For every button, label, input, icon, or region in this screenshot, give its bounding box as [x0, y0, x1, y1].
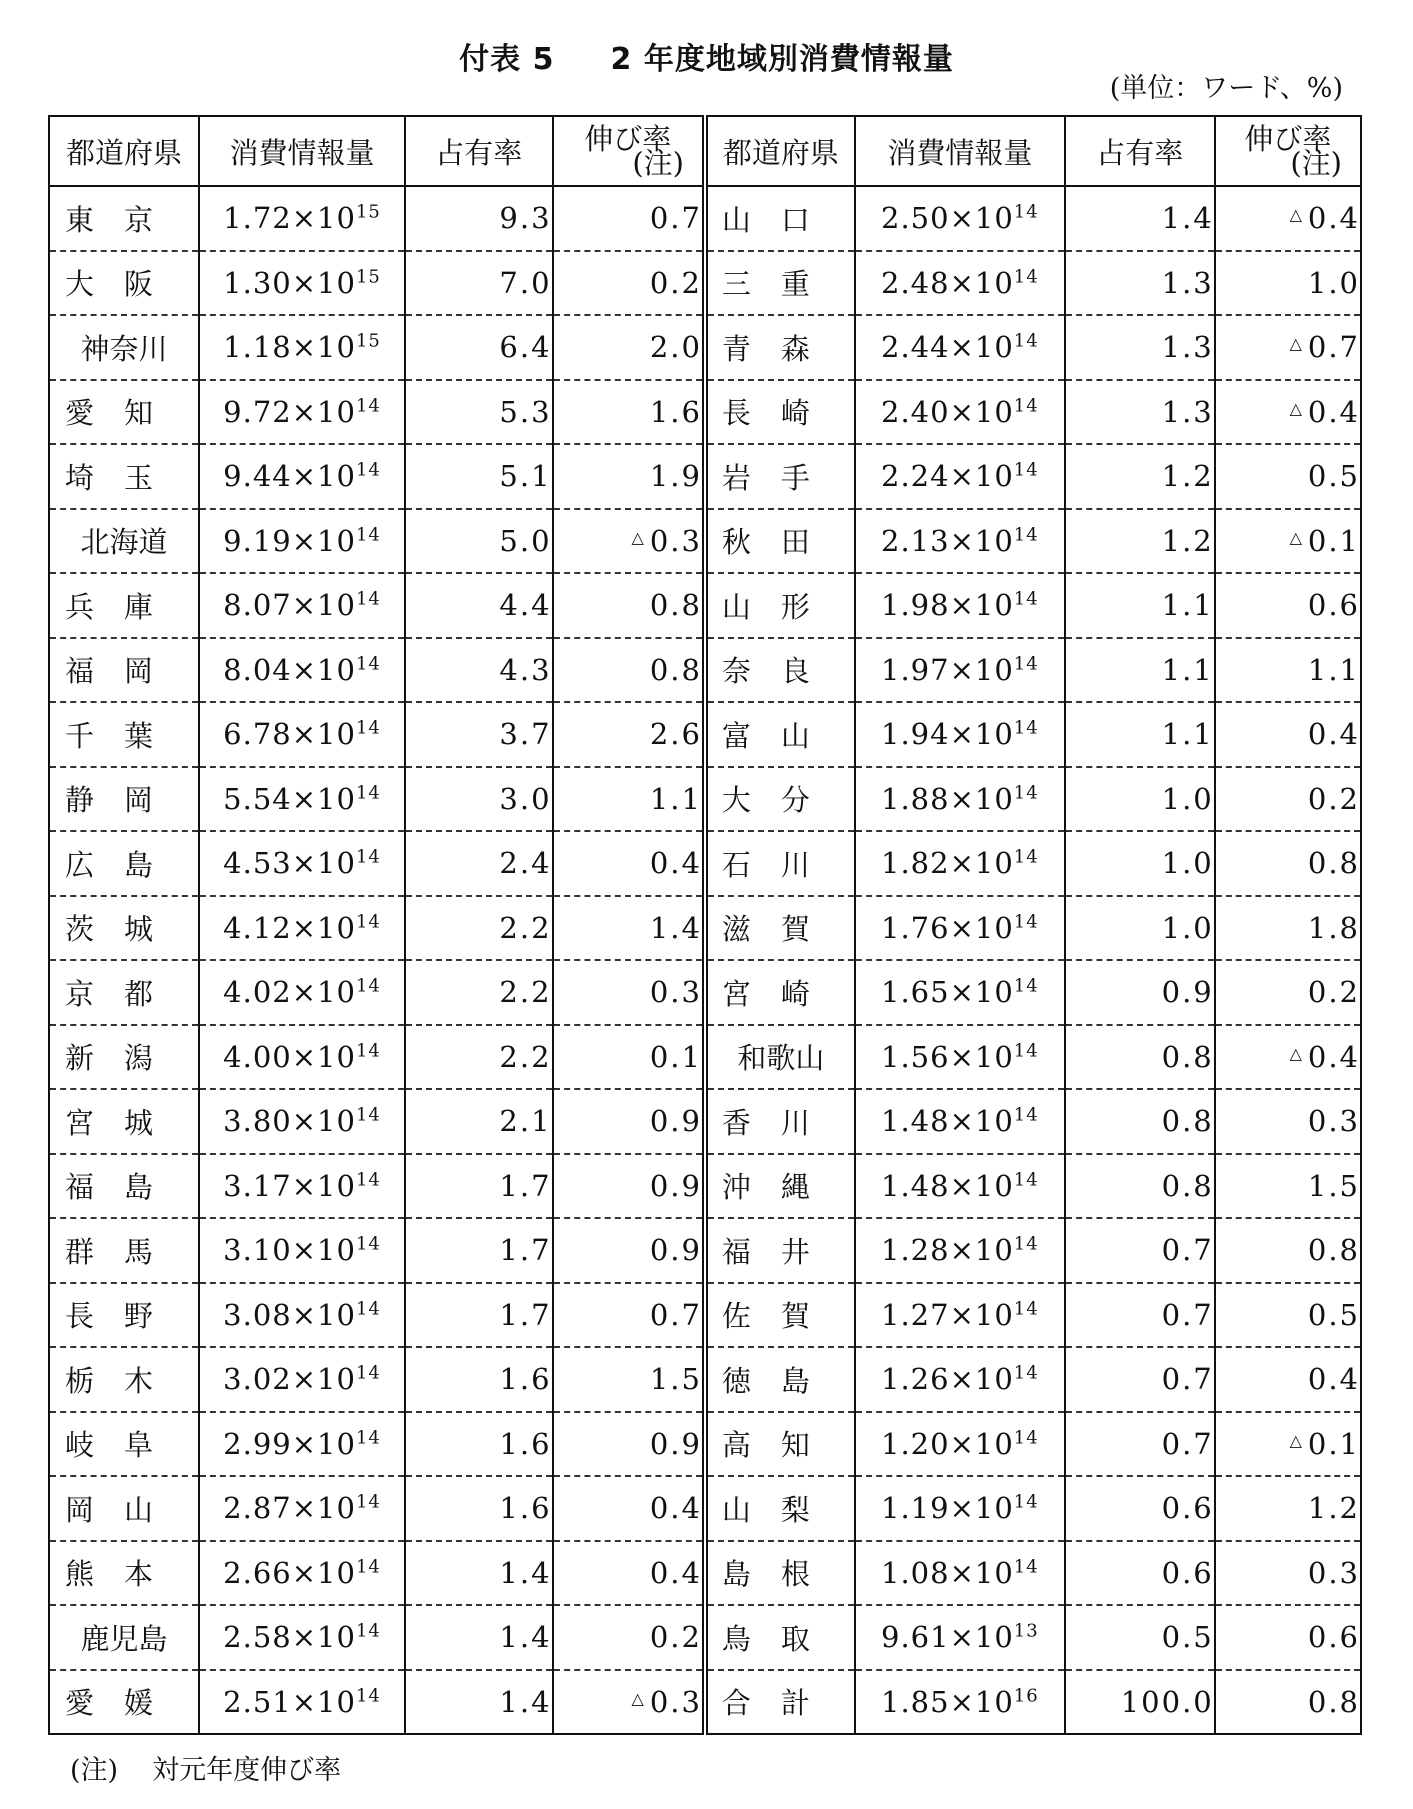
negative-marker: △ [1289, 1430, 1304, 1450]
table-caption: 2 年度地域別消費情報量 [610, 42, 954, 77]
prefecture-name: 島根 [705, 1541, 855, 1606]
growth-value: 0.3 [1215, 1089, 1361, 1154]
table-row [49, 638, 1361, 703]
growth-value: 2.0 [553, 315, 705, 380]
header-share: 占有率 [1065, 116, 1215, 186]
consumption-amount: $3.80\times 10^{14}$ [199, 1089, 405, 1154]
share-value: 0.7 [1065, 1218, 1215, 1283]
footnote-label: (注) [70, 1755, 119, 1786]
table-row [49, 1476, 1361, 1541]
consumption-amount: $1.88\times 10^{14}$ [855, 767, 1065, 832]
consumption-amount: $2.44\times 10^{14}$ [855, 315, 1065, 380]
header-row [49, 116, 1361, 186]
prefecture-name: 長野 [49, 1283, 199, 1348]
consumption-amount: $1.94\times 10^{14}$ [855, 702, 1065, 767]
consumption-amount: $1.85\times 10^{16}$ [855, 1670, 1065, 1735]
consumption-amount: $1.28\times 10^{14}$ [855, 1218, 1065, 1283]
growth-value: 0.7 [553, 1283, 705, 1348]
consumption-amount: $1.76\times 10^{14}$ [855, 896, 1065, 961]
table-row [49, 896, 1361, 961]
prefecture-name: 福井 [705, 1218, 855, 1283]
share-value: 100.0 [1065, 1670, 1215, 1735]
table-number: 付表 5 [459, 42, 555, 77]
growth-value: 0.5 [1215, 444, 1361, 509]
growth-value: 0.2 [1215, 960, 1361, 1025]
growth-value: 0.5 [1215, 1283, 1361, 1348]
table-row [49, 1541, 1361, 1606]
consumption-amount: $1.56\times 10^{14}$ [855, 1025, 1065, 1090]
prefecture-name: 福岡 [49, 638, 199, 703]
share-value: 0.6 [1065, 1476, 1215, 1541]
prefecture-name: 富山 [705, 702, 855, 767]
growth-value: 0.2 [1215, 767, 1361, 832]
share-value: 1.3 [1065, 251, 1215, 316]
growth-value: 0.8 [1215, 831, 1361, 896]
prefecture-name: 茨城 [49, 896, 199, 961]
share-value: 1.0 [1065, 831, 1215, 896]
consumption-amount: $1.97\times 10^{14}$ [855, 638, 1065, 703]
table-row [49, 831, 1361, 896]
table-row [49, 251, 1361, 316]
prefecture-name: 北海道 [49, 509, 199, 574]
prefecture-name: 岡山 [49, 1476, 199, 1541]
consumption-amount: $2.87\times 10^{14}$ [199, 1476, 405, 1541]
table-row [49, 702, 1361, 767]
growth-value: △ 0.4 [1215, 186, 1361, 251]
growth-value: △ 0.1 [1215, 509, 1361, 574]
growth-value: 0.8 [553, 638, 705, 703]
consumption-amount: $2.13\times 10^{14}$ [855, 509, 1065, 574]
growth-value: 0.4 [1215, 1347, 1361, 1412]
prefecture-name: 山口 [705, 186, 855, 251]
share-value: 1.2 [1065, 509, 1215, 574]
consumption-amount: $1.98\times 10^{14}$ [855, 573, 1065, 638]
prefecture-name: 山形 [705, 573, 855, 638]
prefecture-name: 岩手 [705, 444, 855, 509]
share-value: 0.7 [1065, 1347, 1215, 1412]
share-value: 1.6 [405, 1347, 552, 1412]
growth-value: 1.8 [1215, 896, 1361, 961]
prefecture-name: 愛媛 [49, 1670, 199, 1735]
growth-value: 0.4 [1215, 702, 1361, 767]
consumption-amount: $2.48\times 10^{14}$ [855, 251, 1065, 316]
growth-value: 1.4 [553, 896, 705, 961]
growth-value: 0.7 [553, 186, 705, 251]
prefecture-name: 宮城 [49, 1089, 199, 1154]
share-value: 1.1 [1065, 702, 1215, 767]
table-row [49, 1670, 1361, 1735]
share-value: 0.8 [1065, 1089, 1215, 1154]
negative-marker: △ [1289, 1043, 1304, 1063]
growth-value: 1.0 [1215, 251, 1361, 316]
consumption-amount: $2.24\times 10^{14}$ [855, 444, 1065, 509]
consumption-amount: $1.30\times 10^{15}$ [199, 251, 405, 316]
header-prefecture: 都道府県 [49, 116, 199, 186]
share-value: 0.8 [1065, 1154, 1215, 1219]
share-value: 7.0 [405, 251, 552, 316]
share-value: 1.7 [405, 1218, 552, 1283]
consumption-amount: $4.00\times 10^{14}$ [199, 1025, 405, 1090]
share-value: 1.0 [1065, 896, 1215, 961]
consumption-amount: $2.40\times 10^{14}$ [855, 380, 1065, 445]
growth-value: 0.4 [553, 1541, 705, 1606]
share-value: 0.9 [1065, 960, 1215, 1025]
table-row [49, 960, 1361, 1025]
consumption-amount: $9.72\times 10^{14}$ [199, 380, 405, 445]
growth-value: 0.6 [1215, 1605, 1361, 1670]
share-value: 9.3 [405, 186, 552, 251]
header-share: 占有率 [405, 116, 552, 186]
growth-value: 1.5 [553, 1347, 705, 1412]
consumption-amount: $8.07\times 10^{14}$ [199, 573, 405, 638]
growth-value: 1.9 [553, 444, 705, 509]
share-value: 0.6 [1065, 1541, 1215, 1606]
table-row [49, 1089, 1361, 1154]
prefecture-name: 群馬 [49, 1218, 199, 1283]
share-value: 1.0 [1065, 767, 1215, 832]
share-value: 5.0 [405, 509, 552, 574]
share-value: 1.6 [405, 1412, 552, 1477]
table-row [49, 1283, 1361, 1348]
prefecture-name: 静岡 [49, 767, 199, 832]
growth-value: 0.8 [553, 573, 705, 638]
prefecture-name: 熊本 [49, 1541, 199, 1606]
consumption-amount: $3.08\times 10^{14}$ [199, 1283, 405, 1348]
consumption-amount: $3.17\times 10^{14}$ [199, 1154, 405, 1219]
consumption-amount: $4.02\times 10^{14}$ [199, 960, 405, 1025]
consumption-amount: $4.12\times 10^{14}$ [199, 896, 405, 961]
consumption-amount: $1.08\times 10^{14}$ [855, 1541, 1065, 1606]
growth-value: △ 0.3 [553, 1670, 705, 1735]
negative-marker: △ [1289, 205, 1304, 225]
table-row [49, 186, 1361, 251]
growth-value: △ 0.4 [1215, 380, 1361, 445]
negative-marker: △ [631, 1688, 646, 1708]
prefecture-name: 奈良 [705, 638, 855, 703]
share-value: 1.4 [405, 1605, 552, 1670]
prefecture-name: 広島 [49, 831, 199, 896]
prefecture-name: 合計 [705, 1670, 855, 1735]
share-value: 1.4 [405, 1541, 552, 1606]
growth-value: 0.9 [553, 1089, 705, 1154]
table-row [49, 380, 1361, 445]
growth-value: 1.5 [1215, 1154, 1361, 1219]
prefecture-name: 兵庫 [49, 573, 199, 638]
share-value: 0.7 [1065, 1412, 1215, 1477]
consumption-amount: $4.53\times 10^{14}$ [199, 831, 405, 896]
consumption-amount: $1.72\times 10^{15}$ [199, 186, 405, 251]
growth-value: 0.3 [553, 960, 705, 1025]
growth-value: 0.4 [553, 831, 705, 896]
share-value: 2.2 [405, 960, 552, 1025]
consumption-amount: $9.44\times 10^{14}$ [199, 444, 405, 509]
table-row [49, 1154, 1361, 1219]
share-value: 2.1 [405, 1089, 552, 1154]
share-value: 1.4 [405, 1670, 552, 1735]
growth-value: △ 0.1 [1215, 1412, 1361, 1477]
prefecture-name: 徳島 [705, 1347, 855, 1412]
table-row [49, 509, 1361, 574]
share-value: 0.5 [1065, 1605, 1215, 1670]
growth-value: 2.6 [553, 702, 705, 767]
prefecture-name: 沖縄 [705, 1154, 855, 1219]
table-row [49, 315, 1361, 380]
table-row [49, 1218, 1361, 1283]
consumption-amount: $1.20\times 10^{14}$ [855, 1412, 1065, 1477]
footnote-text: 対元年度伸び率 [152, 1755, 342, 1786]
prefecture-name: 埼玉 [49, 444, 199, 509]
consumption-amount: $1.26\times 10^{14}$ [855, 1347, 1065, 1412]
share-value: 1.1 [1065, 638, 1215, 703]
consumption-amount: $9.19\times 10^{14}$ [199, 509, 405, 574]
consumption-amount: $2.99\times 10^{14}$ [199, 1412, 405, 1477]
prefecture-name: 京都 [49, 960, 199, 1025]
prefecture-name: 鹿児島 [49, 1605, 199, 1670]
share-value: 1.2 [1065, 444, 1215, 509]
growth-value: 0.9 [553, 1218, 705, 1283]
prefecture-name: 青森 [705, 315, 855, 380]
table-row [49, 573, 1361, 638]
share-value: 0.8 [1065, 1025, 1215, 1090]
table-row [49, 767, 1361, 832]
consumption-amount: $2.58\times 10^{14}$ [199, 1605, 405, 1670]
share-value: 1.4 [1065, 186, 1215, 251]
consumption-amount: $2.66\times 10^{14}$ [199, 1541, 405, 1606]
consumption-amount: $1.65\times 10^{14}$ [855, 960, 1065, 1025]
consumption-amount: $1.27\times 10^{14}$ [855, 1283, 1065, 1348]
growth-value: 0.3 [1215, 1541, 1361, 1606]
table-row [49, 444, 1361, 509]
prefecture-name: 新潟 [49, 1025, 199, 1090]
consumption-amount: $3.10\times 10^{14}$ [199, 1218, 405, 1283]
prefecture-name: 東京 [49, 186, 199, 251]
share-value: 4.3 [405, 638, 552, 703]
share-value: 2.4 [405, 831, 552, 896]
prefecture-name: 佐賀 [705, 1283, 855, 1348]
growth-value: 1.6 [553, 380, 705, 445]
growth-value: 1.2 [1215, 1476, 1361, 1541]
negative-marker: △ [1289, 398, 1304, 418]
share-value: 5.1 [405, 444, 552, 509]
consumption-amount: $6.78\times 10^{14}$ [199, 702, 405, 767]
prefecture-name: 宮崎 [705, 960, 855, 1025]
growth-value: △ 0.4 [1215, 1025, 1361, 1090]
prefecture-name: 三重 [705, 251, 855, 316]
header-growth: 伸び率 (注) [1215, 116, 1361, 186]
prefecture-name: 愛知 [49, 380, 199, 445]
header-amount: 消費情報量 [199, 116, 405, 186]
growth-value: 0.9 [553, 1154, 705, 1219]
prefecture-name: 福島 [49, 1154, 199, 1219]
prefecture-name: 千葉 [49, 702, 199, 767]
share-value: 2.2 [405, 896, 552, 961]
prefecture-name: 高知 [705, 1412, 855, 1477]
consumption-amount: $1.82\times 10^{14}$ [855, 831, 1065, 896]
negative-marker: △ [631, 527, 646, 547]
header-prefecture: 都道府県 [705, 116, 855, 186]
growth-value: 0.8 [1215, 1218, 1361, 1283]
table-row [49, 1412, 1361, 1477]
prefecture-name: 大阪 [49, 251, 199, 316]
share-value: 3.0 [405, 767, 552, 832]
header-amount: 消費情報量 [855, 116, 1065, 186]
consumption-amount: $5.54\times 10^{14}$ [199, 767, 405, 832]
footnote [70, 1748, 341, 1787]
share-value: 1.7 [405, 1283, 552, 1348]
growth-value: 1.1 [553, 767, 705, 832]
negative-marker: △ [1289, 527, 1304, 547]
growth-value: 0.1 [553, 1025, 705, 1090]
consumption-amount: $1.48\times 10^{14}$ [855, 1089, 1065, 1154]
prefecture-name: 岐阜 [49, 1412, 199, 1477]
growth-value: 0.6 [1215, 573, 1361, 638]
consumption-amount: $3.02\times 10^{14}$ [199, 1347, 405, 1412]
growth-value: 0.8 [1215, 1670, 1361, 1735]
consumption-amount: $1.19\times 10^{14}$ [855, 1476, 1065, 1541]
header-growth: 伸び率 (注) [553, 116, 705, 186]
consumption-amount: $8.04\times 10^{14}$ [199, 638, 405, 703]
prefecture-name: 香川 [705, 1089, 855, 1154]
share-value: 4.4 [405, 573, 552, 638]
consumption-amount: $9.61\times 10^{13}$ [855, 1605, 1065, 1670]
consumption-amount: $1.18\times 10^{15}$ [199, 315, 405, 380]
share-value: 2.2 [405, 1025, 552, 1090]
prefecture-name: 滋賀 [705, 896, 855, 961]
share-value: 1.1 [1065, 573, 1215, 638]
prefecture-name: 山梨 [705, 1476, 855, 1541]
prefecture-name: 大分 [705, 767, 855, 832]
consumption-amount: $2.50\times 10^{14}$ [855, 186, 1065, 251]
share-value: 1.6 [405, 1476, 552, 1541]
growth-value: △ 0.7 [1215, 315, 1361, 380]
prefecture-name: 神奈川 [49, 315, 199, 380]
share-value: 1.3 [1065, 380, 1215, 445]
growth-value: △ 0.3 [553, 509, 705, 574]
prefecture-name: 石川 [705, 831, 855, 896]
share-value: 5.3 [405, 380, 552, 445]
consumption-amount: $2.51\times 10^{14}$ [199, 1670, 405, 1735]
prefecture-name: 栃木 [49, 1347, 199, 1412]
share-value: 1.7 [405, 1154, 552, 1219]
prefecture-name: 秋田 [705, 509, 855, 574]
growth-value: 1.1 [1215, 638, 1361, 703]
share-value: 3.7 [405, 702, 552, 767]
negative-marker: △ [1289, 334, 1304, 354]
share-value: 1.3 [1065, 315, 1215, 380]
unit-label: (単位：ワード、%) [1109, 73, 1343, 104]
consumption-amount: $1.48\times 10^{14}$ [855, 1154, 1065, 1219]
growth-value: 0.9 [553, 1412, 705, 1477]
growth-value: 0.4 [553, 1476, 705, 1541]
table-row [49, 1605, 1361, 1670]
table-row [49, 1347, 1361, 1412]
table-row [49, 1025, 1361, 1090]
consumption-table [48, 115, 1362, 1735]
prefecture-name: 和歌山 [705, 1025, 855, 1090]
growth-value: 0.2 [553, 251, 705, 316]
share-value: 0.7 [1065, 1283, 1215, 1348]
share-value: 6.4 [405, 315, 552, 380]
prefecture-name: 長崎 [705, 380, 855, 445]
prefecture-name: 鳥取 [705, 1605, 855, 1670]
growth-value: 0.2 [553, 1605, 705, 1670]
